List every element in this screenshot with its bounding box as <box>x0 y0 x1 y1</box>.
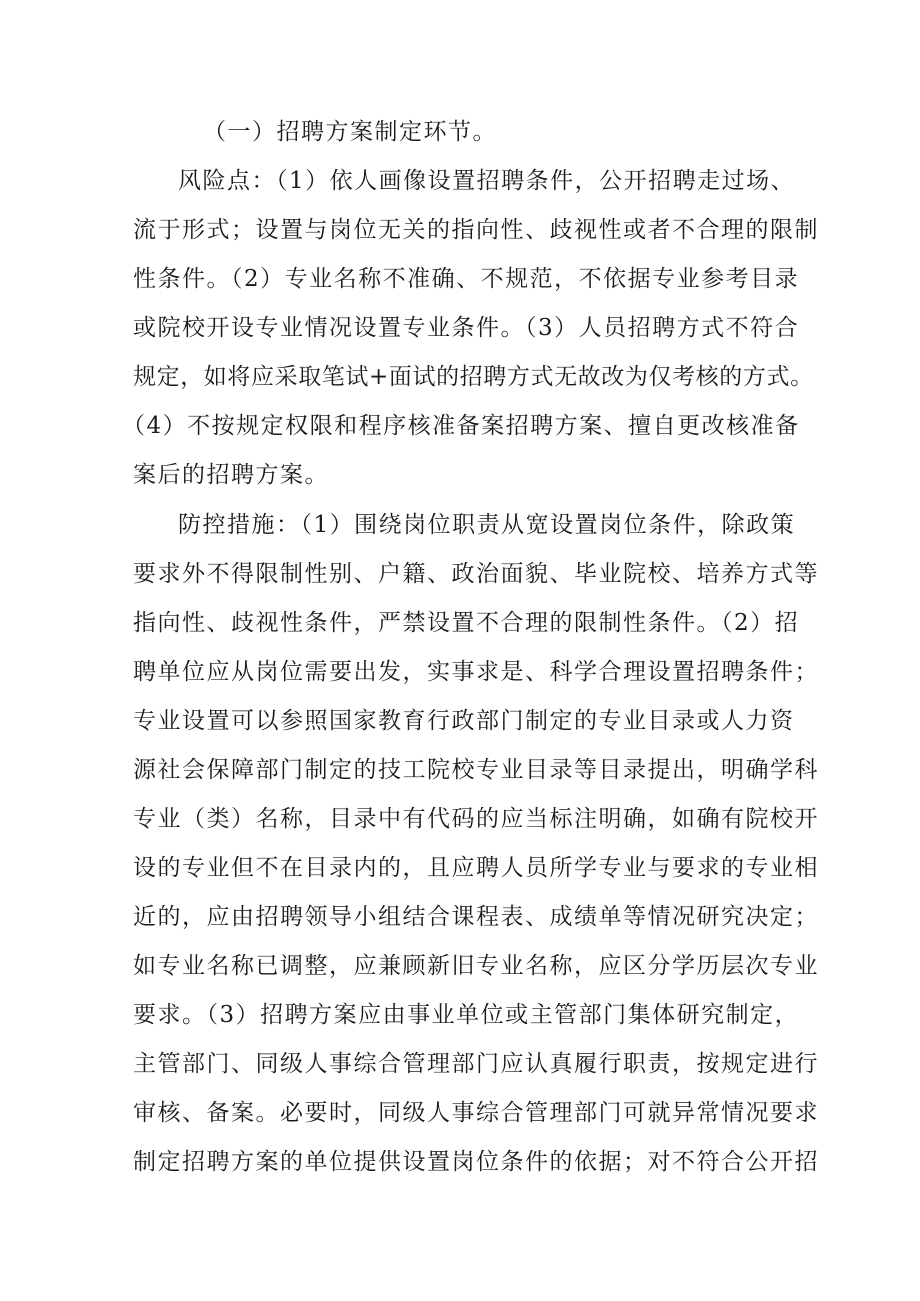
control-paragraph-line: 防控措施：（1）围绕岗位职责从宽设置岗位条件，除政策 <box>178 512 796 538</box>
risk-paragraph-line: 规定，如将应采取笔试+面试的招聘方式无故改为仅考核的方式。 <box>133 364 814 390</box>
control-paragraph-line: 制定招聘方案的单位提供设置岗位条件的依据；对不符合公开招 <box>133 1149 819 1175</box>
control-paragraph-line: 要求。（3）招聘方案应由事业单位或主管部门集体研究制定， <box>133 1002 800 1028</box>
risk-paragraph-line: （4）不按规定权限和程序核准备案招聘方案、擅自更改核准备 <box>122 413 800 439</box>
control-paragraph-line: 指向性、歧视性条件，严禁设置不合理的限制性条件。（2）招 <box>133 610 800 636</box>
control-paragraph-line: 主管部门、同级人事综合管理部门应认真履行职责，按规定进行 <box>133 1051 819 1077</box>
section-heading: （一）招聘方案制定环节。 <box>203 119 497 145</box>
control-paragraph-line: 专业设置可以参照国家教育行政部门制定的专业目录或人力资 <box>133 708 795 734</box>
control-paragraph-line: 源社会保障部门制定的技工院校专业目录等目录提出，明确学科 <box>133 757 819 783</box>
control-paragraph-line: 设的专业但不在目录内的，且应聘人员所学专业与要求的专业相 <box>133 855 819 881</box>
risk-paragraph-line: 或院校开设专业情况设置专业条件。（3）人员招聘方式不符合 <box>133 315 800 341</box>
control-paragraph-line: 聘单位应从岗位需要出发，实事求是、科学合理设置招聘条件； <box>133 659 819 685</box>
control-paragraph-line: 审核、备案。必要时，同级人事综合管理部门可就异常情况要求 <box>133 1100 819 1126</box>
control-paragraph-line: 专业（类）名称，目录中有代码的应当标注明确，如确有院校开 <box>133 806 819 832</box>
risk-paragraph-line: 风险点：（1）依人画像设置招聘条件，公开招聘走过场、 <box>178 168 796 194</box>
risk-paragraph-line: 性条件。（2）专业名称不准确、不规范，不依据专业参考目录 <box>133 266 800 292</box>
risk-paragraph-line: 案后的招聘方案。 <box>133 462 329 488</box>
control-paragraph-line: 如专业名称已调整，应兼顾新旧专业名称，应区分学历层次专业 <box>133 953 819 979</box>
risk-paragraph-line: 流于形式；设置与岗位无关的指向性、歧视性或者不合理的限制 <box>133 217 819 243</box>
control-paragraph-line: 要求外不得限制性别、户籍、政治面貌、毕业院校、培养方式等 <box>133 561 819 587</box>
control-paragraph-line: 近的，应由招聘领导小组结合课程表、成绩单等情况研究决定； <box>133 904 819 930</box>
